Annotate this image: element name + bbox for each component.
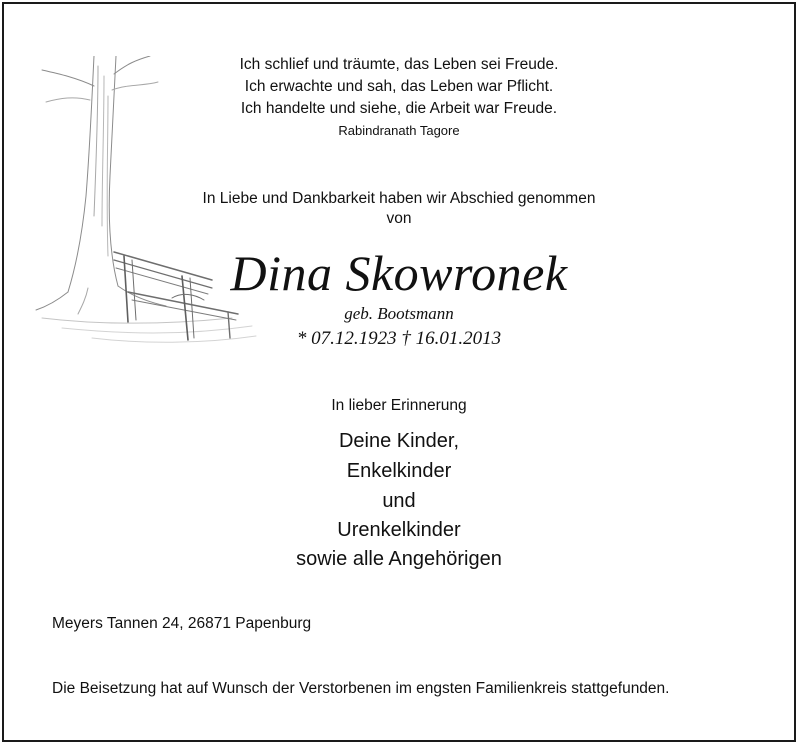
mourner-line-1: Deine Kinder, [338,430,460,452]
life-dates: * 07.12.1923 † 16.01.2013 [296,328,502,349]
mourner-line-5: sowie alle Angehörigen [296,548,502,570]
quote-line-1: Ich schlief und träumte, das Leben sei Freude. [239,56,559,73]
maiden-name: geb. Bootsmann [344,304,454,323]
mourner-line-2: Enkelkinder [346,460,452,482]
obituary-notice [2,2,796,742]
address: Meyers Tannen 24, 26871 Papenburg [52,615,312,632]
mourner-line-3: und [382,490,416,512]
intro-von: von [386,210,412,227]
funeral-notice: Die Beisetzung hat auf Wunsch der Verstorbenen im engsten Familienkreis stattgefunden. [52,680,670,697]
mourner-line-4: Urenkelkinder [337,519,461,541]
memory-intro: In lieber Erinnerung [331,397,467,414]
intro-line: In Liebe und Dankbarkeit haben wir Abschied genommen [202,190,596,207]
quote-line-2: Ich erwachte und sah, das Leben war Pflicht. [244,78,554,95]
deceased-name: Dina Skowronek [230,245,568,301]
quote-line-3: Ich handelte und siehe, die Arbeit war Freude. [240,100,558,117]
quote-author: Rabindranath Tagore [338,123,460,138]
